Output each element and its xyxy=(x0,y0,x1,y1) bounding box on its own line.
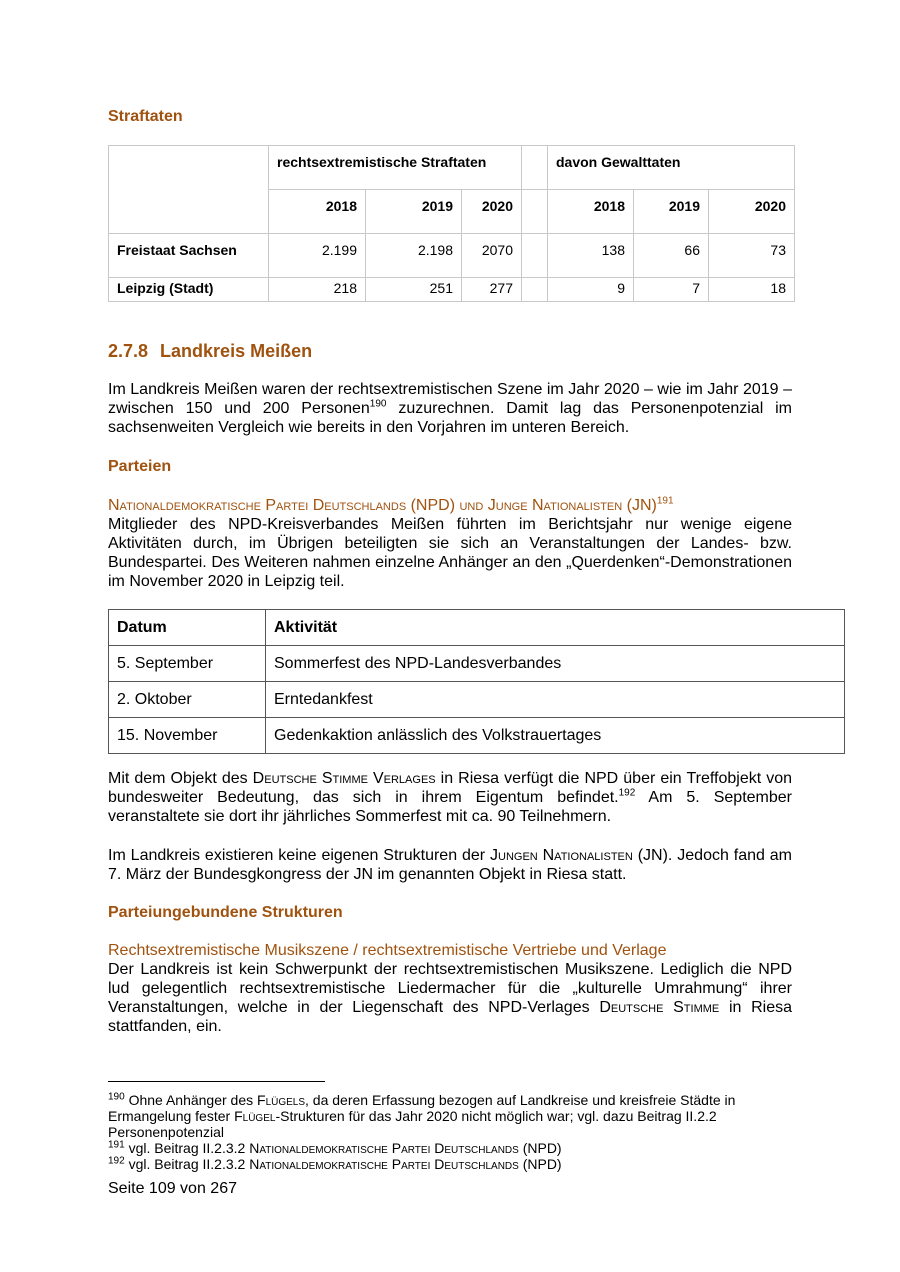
npd-subheading: Nationaldemokratische Partei Deutschlands (NPD) und Junge Nationalisten (JN)$^{191}$ xyxy=(108,495,674,514)
table-cell: 2. Oktober xyxy=(109,682,266,718)
table-row xyxy=(109,718,845,754)
table-row xyxy=(109,234,795,278)
spacer-cell xyxy=(522,278,548,302)
column-header-aktivitaet: Aktivität xyxy=(266,610,845,646)
straftaten-table xyxy=(108,145,795,302)
column-group-header: davon Gewalttaten xyxy=(548,146,795,190)
table-row xyxy=(109,646,845,682)
table-row xyxy=(109,278,795,302)
activity-table xyxy=(108,609,845,754)
row-label: Freistaat Sachsen xyxy=(109,234,269,278)
table-cell: 2.198 xyxy=(366,234,462,278)
table-cell: 5. September xyxy=(109,646,266,682)
spacer-cell xyxy=(522,190,548,234)
table-cell: 66 xyxy=(634,234,709,278)
footnote-ref: 192 xyxy=(618,787,636,799)
musik-paragraph: Der Landkreis ist kein Schwerpunkt der rechtsextremistischen Musikszene. Lediglich die NPD lud gelegentlich rechtsextremistische Liedermacher für die „kulturelle Umrahmung“ ihrer Veranstaltungen, welche in der Liegenschaft des NPD-Verlages Deutsche Stimme in Riesa stattfanden, ein. xyxy=(108,961,793,1035)
spacer-cell xyxy=(522,146,548,190)
musik-section xyxy=(108,941,792,1036)
table-corner-cell xyxy=(109,146,269,234)
npd-section xyxy=(108,496,792,591)
table-cell: 138 xyxy=(548,234,634,278)
table-cell: 15. November xyxy=(109,718,266,754)
table-cell: 218 xyxy=(269,278,366,302)
footnote-191: $^{191}$ vgl. Beitrag II.2.3.2 Nationaldemokratische Partei Deutschlands (NPD) xyxy=(108,1139,562,1156)
table-cell: Gedenkaktion anlässlich des Volkstrauertages xyxy=(266,718,845,754)
table-cell: 2.199 xyxy=(269,234,366,278)
footnote-ref: 190 xyxy=(369,398,387,410)
table-cell: Erntedankfest xyxy=(266,682,845,718)
npd-paragraph: Mitglieder des NPD-Kreisverbandes Meißen führten im Berichtsjahr nur wenige eigene Aktivitäten durch, im Übrigen beteiligten sie sich an Veranstaltungen der Landes- bzw. Bundespartei. Des Weiteren nahmen einzelne Anhänger an den „Querdenken“-Demonstrationen im November 2020 in Leipzig teil. xyxy=(108,516,792,590)
row-label: Leipzig (Stadt) xyxy=(109,278,269,302)
year-header: 2019 xyxy=(634,190,709,234)
footnote-divider xyxy=(108,1081,325,1082)
musik-subheading: Rechtsextremistische Musikszene / rechtsextremistische Vertriebe und Verlage xyxy=(108,942,667,959)
year-header: 2020 xyxy=(709,190,795,234)
year-header: 2019 xyxy=(366,190,462,234)
page-number: Seite 109 von 267 xyxy=(108,1180,237,1197)
table-cell: 7 xyxy=(634,278,709,302)
spacer-cell xyxy=(522,234,548,278)
table-cell: 73 xyxy=(709,234,795,278)
intro-paragraph: Im Landkreis Meißen waren der rechtsextremistischen Szene im Jahr 2020 – wie im Jahr 2019 – zwischen 150 und 200 Personen$^{190}$ zuzurechnen. Damit lag das Personenpotenzial im sachsenweiten Vergleich wie bereits in den Vorjahren im unteren Bereich. xyxy=(108,381,792,436)
objekt-paragraph: Mit dem Objekt des Deutsche Stimme Verlages in Riesa verfügt die NPD über ein Treffobjekt von bundesweiter Bedeutung, das sich in ihrem Eigentum befindet.$^{192}$ Am 5. September veranstaltete sie dort ihr jährliches Sommerfest mit ca. 90 Teilnehmern. xyxy=(108,770,793,825)
column-header-datum: Datum xyxy=(109,610,266,646)
heading-parteiungebunden: Parteiungebundene Strukturen xyxy=(108,904,343,921)
footnote-192: $^{192}$ vgl. Beitrag II.2.3.2 Nationaldemokratische Partei Deutschlands (NPD) xyxy=(108,1155,562,1172)
table-cell: 9 xyxy=(548,278,634,302)
footnote-190: $^{190}$ Ohne Anhänger des Flügels, da deren Erfassung bezogen auf Landkreise und kreisfreie Städte in Ermangelung fester Flügel-Strukturen für das Jahr 2020 nicht möglich war; vgl. dazu Beitrag II.2.2 Personenpotenzial xyxy=(108,1091,736,1140)
table-cell: 277 xyxy=(462,278,522,302)
footnotes xyxy=(108,1092,792,1172)
year-header: 2018 xyxy=(269,190,366,234)
table-row xyxy=(109,682,845,718)
section-heading: 2.7.8 Landkreis Meißen xyxy=(108,341,313,361)
table-cell: 251 xyxy=(366,278,462,302)
table-cell: 2070 xyxy=(462,234,522,278)
year-header: 2020 xyxy=(462,190,522,234)
table-header-row xyxy=(109,610,845,646)
jn-paragraph: Im Landkreis existieren keine eigenen Strukturen der Jungen Nationalisten (JN). Jedoch fand am 7. März der Bundesgkongress der JN im genannten Objekt in Riesa statt. xyxy=(108,847,793,883)
heading-parteien: Parteien xyxy=(108,458,172,475)
table-cell: Sommerfest des NPD-Landesverbandes xyxy=(266,646,845,682)
footnote-ref: 191 xyxy=(656,495,674,507)
heading-straftaten: Straftaten xyxy=(108,108,183,125)
column-group-header: rechtsextremistische Straftaten xyxy=(269,146,522,190)
year-header: 2018 xyxy=(548,190,634,234)
table-cell: 18 xyxy=(709,278,795,302)
